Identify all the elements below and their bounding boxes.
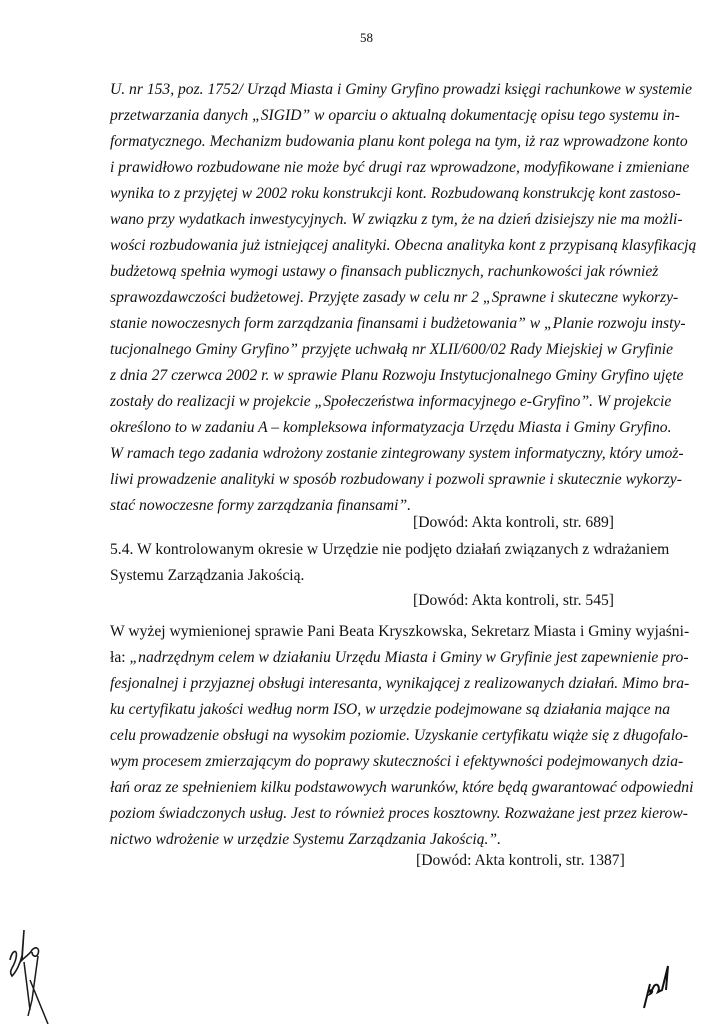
text-line: ku certyfikatu jakości według norm ISO, w urzędzie podejmowane są działania mające na [110, 701, 670, 718]
text-line: przetwarzania danych „SIGID” w oparciu o aktualną dokumentację opisu tego systemu in- [110, 107, 680, 124]
text-line: łań oraz ze spełnieniem kilku podstawowych warunków, które będą gwarantować odpowiedni [110, 779, 694, 796]
text-line: W ramach tego zadania wdrożony zostanie zintegrowany system informatyczny, który umoż- [110, 445, 684, 462]
text-line: i prawidłowo rozbudowane nie może być drugi raz wprowadzone, modyfikowane i zmieniane [110, 159, 690, 176]
evidence-reference: [Dowód: Akta kontroli, str. 689] [413, 514, 614, 531]
text-line: stanie nowoczesnych form zarządzania finansami i budżetowania” w „Planie rozwoju insty- [110, 315, 686, 332]
text-line: fesjonalnej i przyjaznej obsługi interesanta, wynikającej z realizowanych działań. Mimo bra- [110, 675, 690, 692]
text-line: zostały do realizacji w projekcie „Społeczeństwa informacyjnego e-Gryfino”. W projekcie [110, 393, 672, 410]
text-line: wości rozbudowania już istniejącej analityki. Obecna analityka kont z przypisaną klasyfikacją [110, 237, 697, 254]
text-line: stać nowoczesne formy zarządzania finansami”. [110, 497, 412, 514]
evidence-reference: [Dowód: Akta kontroli, str. 545] [413, 592, 614, 609]
text-line: sprawozdawczości budżetowej. Przyjęte zasady w celu nr 2 „Sprawne i skuteczne wykorzy- [110, 289, 679, 306]
text-line: W wyżej wymienionej sprawie Pani Beata Kryszkowska, Sekretarz Miasta i Gminy wyjaśni- [110, 623, 690, 640]
evidence-reference: [Dowód: Akta kontroli, str. 1387] [416, 852, 625, 869]
text-line: tucjonalnego Gminy Gryfino” przyjęte uchwałą nr XLII/600/02 Rady Miejskiej w Gryfinie [110, 341, 674, 358]
text-line: nictwo wdrożenie w urzędzie Systemu Zarządzania Jakością.”. [110, 831, 501, 848]
page-number: 58 [360, 30, 373, 45]
text-prefix: ła: [110, 649, 130, 666]
quote-text: „nadrzędnym celem w działaniu Urzędu Miasta i Gminy w Gryfinie jest zapewnienie pro- [129, 649, 689, 666]
text-line: wynika to z przyjętej w 2002 roku konstrukcji kont. Rozbudowaną konstrukcję kont zastoso- [110, 185, 681, 202]
text-line: celu prowadzenie obsługi na wysokim poziomie. Uzyskanie certyfikatu wiąże się z długofalo- [110, 727, 689, 744]
text-line: Systemu Zarządzania Jakością. [110, 567, 305, 584]
text-line: wano przy wydatkach inwestycyjnych. W związku z tym, że na dzień dzisiejszy nie ma możli- [110, 211, 683, 228]
text-line: U. nr 153, poz. 1752/ Urząd Miasta i Gminy Gryfino prowadzi księgi rachunkowe w systemie [110, 81, 692, 98]
text-line: określono to w zadaniu A – kompleksowa informatyzacja Urzędu Miasta i Gminy Gryfino. [110, 419, 672, 436]
left-signature-icon [0, 920, 70, 1024]
text-line: z dnia 27 czerwca 2002 r. w sprawie Planu Rozwoju Instytucjonalnego Gminy Gryfino ujęte [110, 367, 684, 384]
text-line: poziom świadczonych usług. Jest to również proces kosztowny. Rozważane jest przez kierow- [110, 805, 688, 822]
text-line [110, 648, 689, 668]
right-signature-icon [640, 962, 680, 1012]
text-line: budżetową spełnia wymogi ustawy o finansach publicznych, rachunkowości jak również [110, 263, 659, 280]
text-line: liwi prowadzenie analityki w sposób rozbudowany i pozwoli sprawnie i skutecznie wykorzy- [110, 471, 682, 488]
text-line: 5.4. W kontrolowanym okresie w Urzędzie nie podjęto działań związanych z wdrażaniem [110, 541, 670, 558]
text-line: formatycznego. Mechanizm budowania planu kont polega na tym, iż raz wprowadzone konto [110, 133, 688, 150]
text-line: wym procesem zmierzającym do poprawy skuteczności i efektywności podejmowanych dzia- [110, 753, 684, 770]
